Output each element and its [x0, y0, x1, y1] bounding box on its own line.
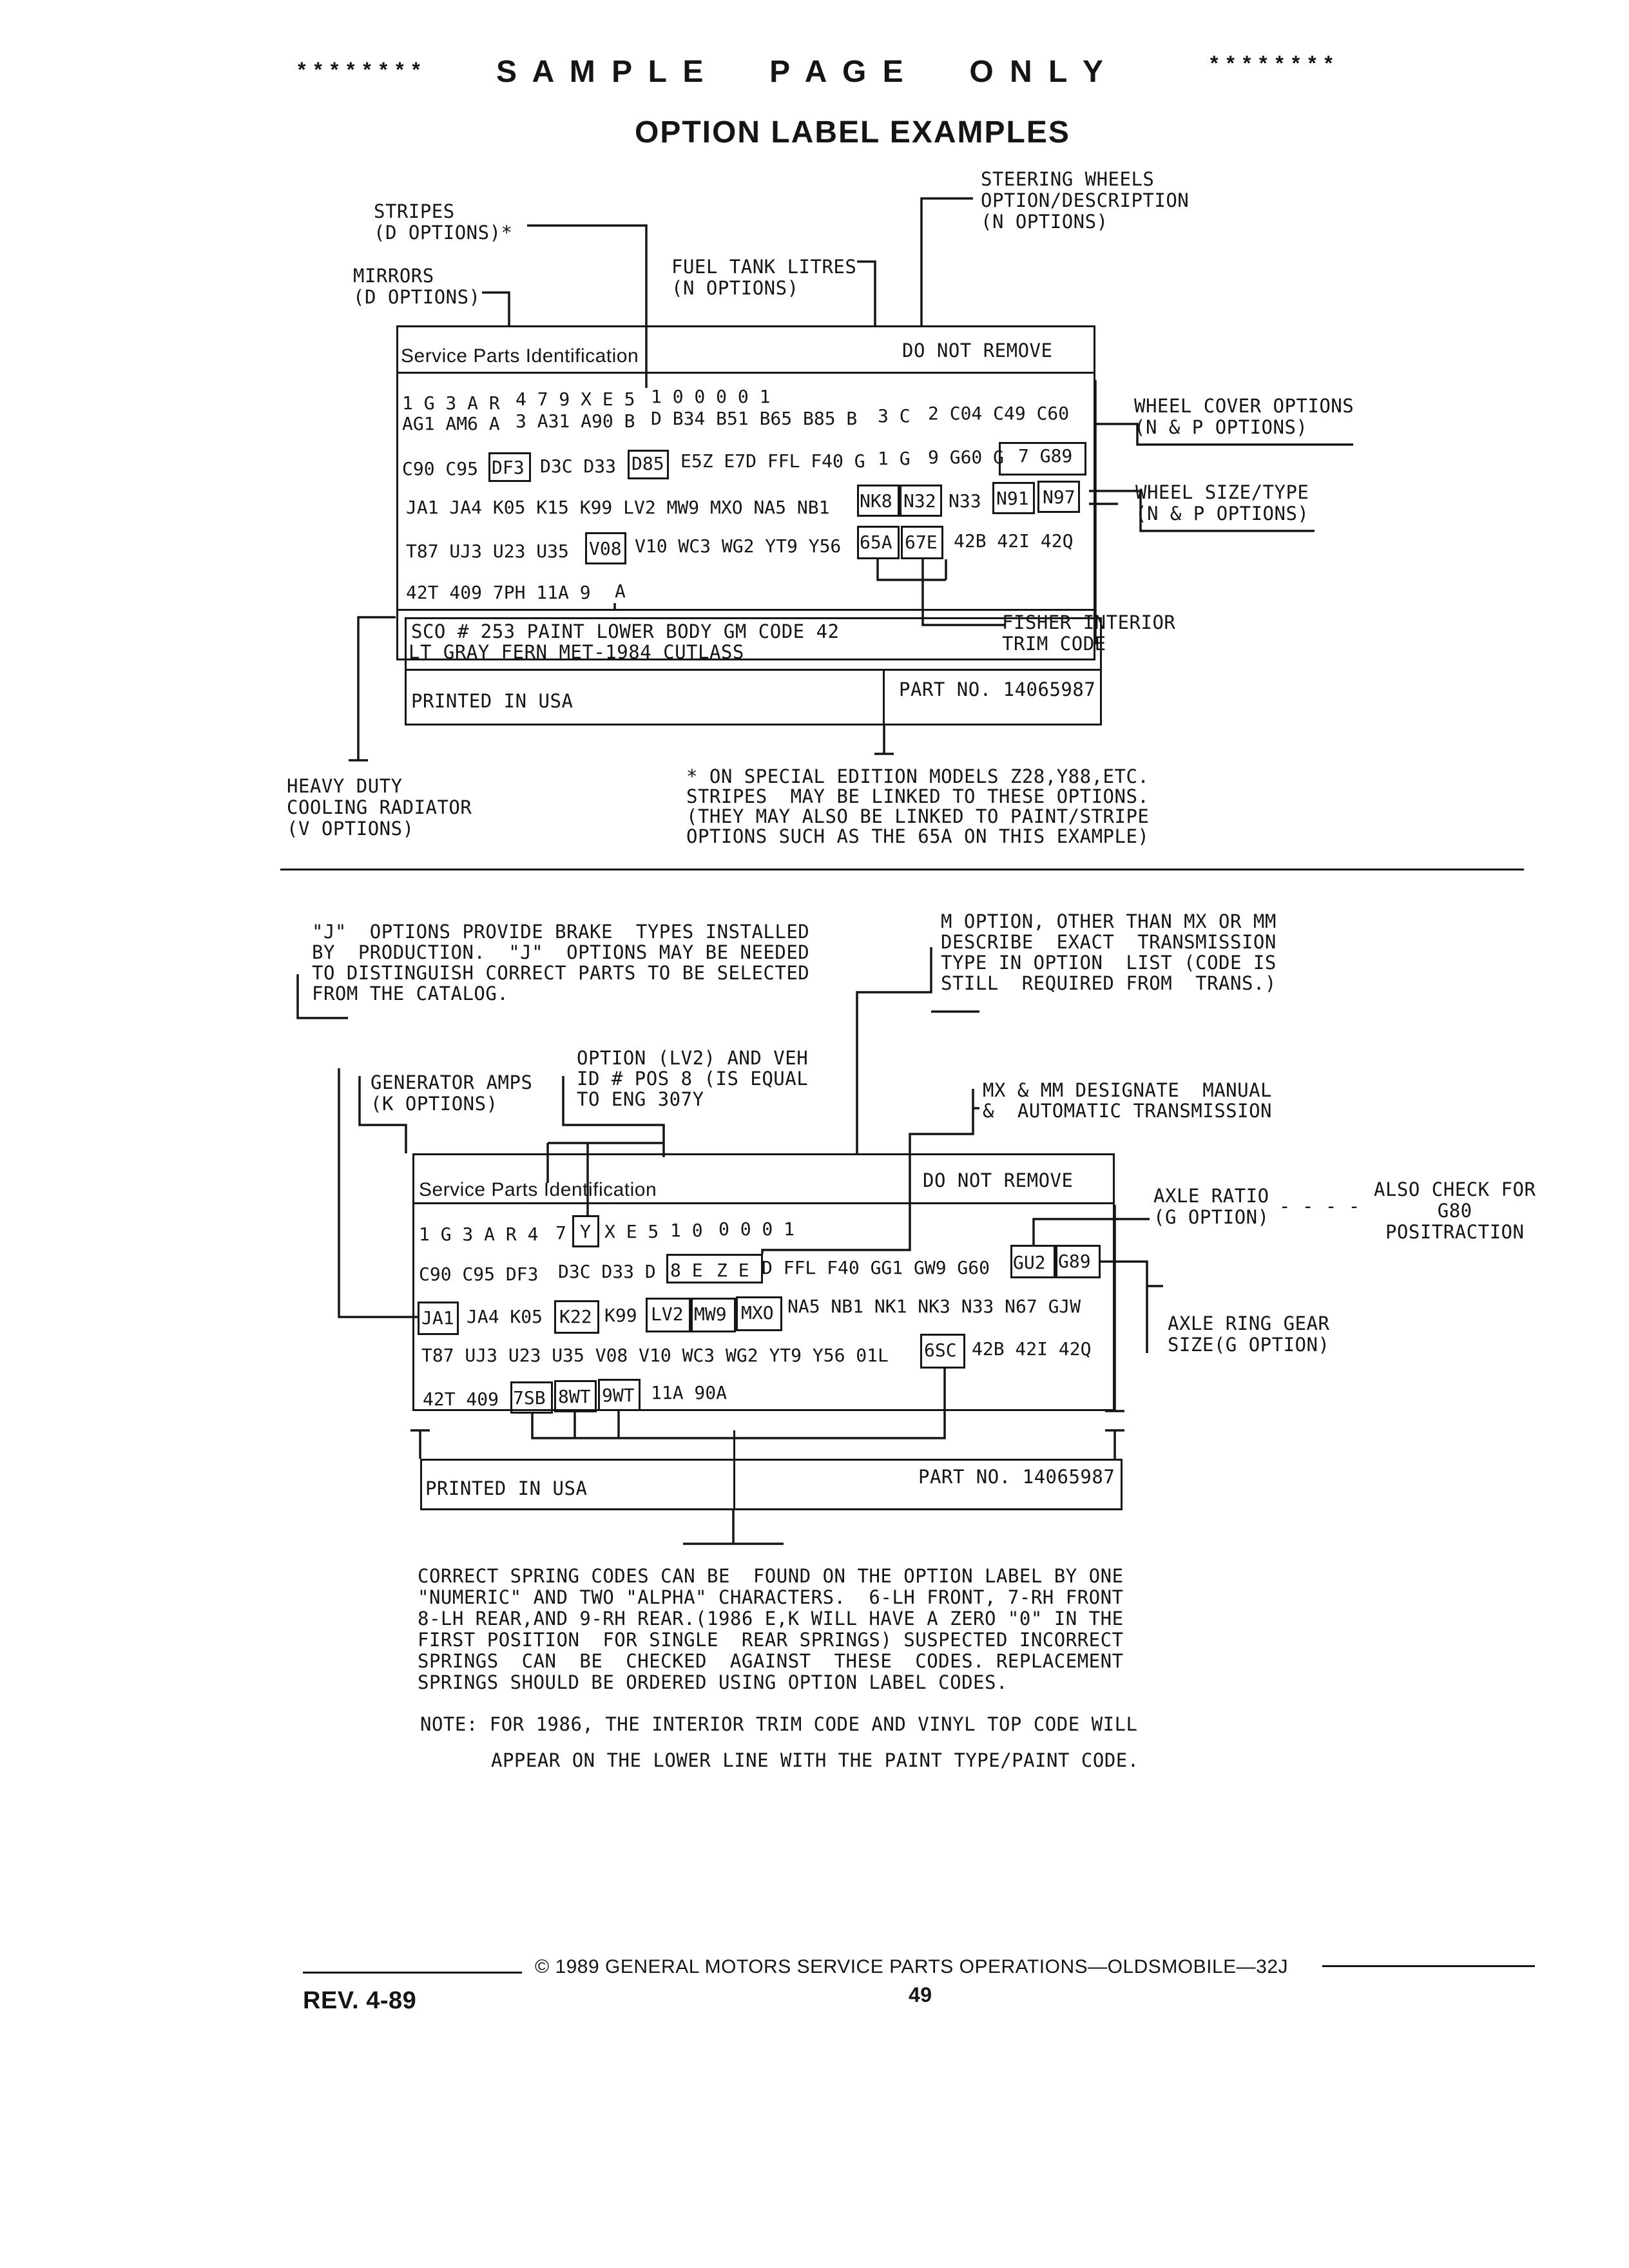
l1-r2-c5: 2 C04 C49 C60: [928, 403, 1070, 424]
leader-lv2: [563, 1076, 664, 1157]
leader-steering: [921, 198, 973, 325]
callout-j-options: "J" OPTIONS PROVIDE BRAKE TYPES INSTALLED BY PRODUCTION. "J" OPTIONS MAY BE NEEDED TO DISTINGUISH CORRECT PARTS TO BE SELECTED FROM THE CATALOG.: [312, 921, 810, 1004]
callout-generator: GENERATOR AMPS (K OPTIONS): [371, 1072, 533, 1115]
l2-r3-c7: MXO: [741, 1302, 774, 1323]
l1-r3-c2: DF3: [492, 457, 525, 478]
callout-wheel-cover: WHEEL COVER OPTIONS (N & P OPTIONS): [1134, 395, 1354, 438]
label1-printed: PRINTED IN USA: [411, 690, 574, 712]
l1-r4-c1: JA1 JA4 K05 K15 K99 LV2 MW9 MXO NA5 NB1: [406, 497, 830, 518]
callout-axle-ratio: AXLE RATIO (G OPTION): [1153, 1185, 1269, 1228]
l2-r2-c2: D3C D33 D: [558, 1261, 656, 1282]
page-number: 49: [909, 1983, 932, 2006]
l1-r1-c2: 4 7 9 X E 5: [516, 389, 635, 410]
copyright: © 1989 GENERAL MOTORS SERVICE PARTS OPERATIONS—OLDSMOBILE—32J: [535, 1956, 1289, 1977]
l2-r2-c6: GU2: [1013, 1252, 1046, 1273]
callout-fisher-trim: FISHER INTERIOR TRIM CODE: [1002, 611, 1176, 655]
label1-paint-line2: LT GRAY FERN MET-1984 CUTLASS: [409, 641, 744, 663]
leader-axle-ratio: [1034, 1219, 1150, 1245]
l1-r5-c4: 65A: [860, 532, 892, 553]
l2-r4-c3: 42B 42I 42Q: [972, 1338, 1092, 1360]
l1-r4-c5: N91: [996, 488, 1029, 509]
label2-header-right: DO NOT REMOVE: [923, 1169, 1074, 1191]
l2-r2-c7: G89: [1058, 1251, 1091, 1272]
l1-r1-c3: 1 0 0 0 0 1: [651, 386, 771, 407]
label2-header-left: Service Parts Identification: [419, 1179, 657, 1200]
l1-r4-c6: N97: [1043, 486, 1075, 508]
l1-r6-c2: A: [615, 581, 626, 602]
leader-mirrors: [482, 293, 509, 325]
l2-r1-c4: X E 5: [604, 1221, 659, 1242]
leader-m-option: [857, 947, 931, 1153]
l1-r4-c2: NK8: [860, 490, 892, 512]
leader-stripes: [527, 226, 646, 388]
leader-radiator: [358, 617, 396, 760]
banner-stars-left: * * * * * * * *: [298, 58, 421, 81]
l2-r3-c6: MW9: [694, 1303, 727, 1325]
l2-r3-c1: JA1: [421, 1307, 454, 1329]
label2-part-no: PART NO. 14065987: [918, 1466, 1115, 1488]
label1-footnote: * ON SPECIAL EDITION MODELS Z28,Y88,ETC. STRIPES MAY BE LINKED TO THESE OPTIONS. (THEY MAY ALSO BE LINKED TO PAINT/STRIPE OPTIONS SUCH AS THE 65A ON THIS EXAMPLE): [686, 765, 1150, 847]
note-line-2: APPEAR ON THE LOWER LINE WITH THE PAINT TYPE/PAINT CODE.: [491, 1749, 1139, 1771]
leader-j-options: [298, 974, 348, 1018]
label1-header-left: Service Parts Identification: [401, 345, 639, 367]
l2-r4-c1: T87 UJ3 U23 U35 V08 V10 WC3 WG2 YT9 Y56 01L: [421, 1345, 889, 1366]
springs-note: CORRECT SPRING CODES CAN BE FOUND ON THE OPTION LABEL BY ONE "NUMERIC" AND TWO "ALPHA" CHARACTERS. 6-LH FRONT, 7-RH FRONT 8-LH REAR,AND 9-RH REAR.(1986 E,K WILL HAVE A ZERO "0" IN THE FIRST POSITION FOR SINGLE REAR SPRINGS) SUSPECTED INCORRECT SPRINGS CAN BE CHECKED AGAINST THESE CODES. REPLACEMENT SPRINGS SHOULD BE ORDERED USING OPTION LABEL CODES.: [418, 1565, 1124, 1693]
l2-r5-c3: 8WT: [558, 1386, 591, 1407]
leader-fuel-tank: [857, 262, 875, 325]
l1-r5-c1: T87 UJ3 U23 U35: [406, 541, 569, 562]
l1-r4-c3: N32: [903, 490, 936, 512]
l1-r4-c4: N33: [949, 490, 981, 512]
l1-r2-c1: AG1 AM6 A: [402, 413, 500, 434]
callout-lv2: OPTION (LV2) AND VEH ID # POS 8 (IS EQUAL TO ENG 307Y: [577, 1047, 809, 1110]
leader-generator: [360, 1076, 406, 1153]
l2-r3-c3: K22: [559, 1306, 592, 1327]
l1-r5-c2: V08: [589, 538, 622, 559]
leader-mx-mm: [762, 1089, 973, 1254]
label1-part-no: PART NO. 14065987: [899, 678, 1096, 700]
l2-r3-c2: JA4 K05: [467, 1306, 543, 1327]
callout-steering-wheels: STEERING WHEELS OPTION/DESCRIPTION (N OPTIONS): [981, 168, 1190, 233]
callout-m-option: M OPTION, OTHER THAN MX OR MM DESCRIBE EXACT TRANSMISSION TYPE IN OPTION LIST (CODE IS STILL REQUIRED FROM TRANS.): [941, 910, 1277, 994]
label1-paint-line1: SCO # 253 PAINT LOWER BODY GM CODE 42: [411, 620, 840, 642]
l1-r3-c1: C90 C95: [402, 458, 479, 479]
l2-r5-c2: 7SB: [513, 1387, 546, 1408]
l1-r5-c6: 42B 42I 42Q: [954, 530, 1074, 552]
callout-mirrors: MIRRORS (D OPTIONS): [353, 265, 481, 308]
callout-fuel-tank: FUEL TANK LITRES (N OPTIONS): [671, 256, 857, 299]
l1-r5-c3: V10 WC3 WG2 YT9 Y56: [635, 535, 842, 557]
dash-axle-ratio: - - - -: [1279, 1195, 1360, 1217]
l1-r3-c5: E5Z E7D FFL F40 G: [680, 450, 865, 472]
banner-stars-right: * * * * * * * *: [1210, 52, 1334, 75]
leader-fisher: [923, 559, 1005, 625]
l1-r1-c1: 1 G 3 A R: [402, 392, 500, 414]
leader-wheel-cover: [1095, 424, 1353, 445]
l1-r3-c6: 1 G: [878, 448, 911, 469]
callout-radiator: HEAVY DUTY COOLING RADIATOR (V OPTIONS): [287, 775, 472, 840]
leader-wheel-size: [1089, 491, 1315, 531]
l1-r3-c3: D3C D33: [540, 456, 617, 477]
callout-also-check: ALSO CHECK FOR G80 POSITRACTION: [1374, 1178, 1536, 1243]
page-title: OPTION LABEL EXAMPLES: [635, 115, 1070, 149]
leader-j-to-ja1: [339, 1068, 418, 1317]
l2-r1-c3: Y: [580, 1221, 591, 1242]
l1-r5-c5: 67E: [905, 532, 938, 553]
l2-r3-c4: K99: [604, 1305, 637, 1326]
l2-r2-c3: 8 E: [670, 1260, 703, 1281]
note-line-1: NOTE: FOR 1986, THE INTERIOR TRIM CODE AND VINYL TOP CODE WILL: [420, 1713, 1138, 1735]
l2-r1-c1: 1 G 3 A R 4: [419, 1224, 539, 1245]
l1-r2-c2: 3 A31 A90 B: [516, 410, 635, 432]
l1-r3-c7: 9 G60 G: [928, 447, 1005, 468]
l2-r3-c5: LV2: [651, 1303, 684, 1325]
leader-springs: [532, 1369, 945, 1438]
l2-r1-c2: 7: [555, 1222, 566, 1244]
l2-r5-c4: 9WT: [602, 1385, 635, 1406]
callout-axle-ring: AXLE RING GEAR SIZE(G OPTION): [1168, 1312, 1330, 1356]
l1-r3-c8: 7 G89: [1018, 445, 1073, 466]
revision: REV. 4-89: [303, 1987, 417, 2014]
callout-mx-mm: MX & MM DESIGNATE MANUAL & AUTOMATIC TRANSMISSION: [983, 1079, 1272, 1122]
label1-header-right: DO NOT REMOVE: [902, 340, 1053, 361]
leader-fisher-3: [878, 559, 946, 580]
sample-banner: S A M P L E P A G E O N L Y: [496, 55, 1107, 89]
l2-r4-c2: 6SC: [924, 1340, 957, 1361]
l2-r2-c4: Z E: [717, 1260, 749, 1281]
l1-r6-c1: 42T 409 7PH 11A 9: [406, 582, 591, 603]
l2-r3-c8: NA5 NB1 NK1 NK3 N33 N67 GJW: [787, 1296, 1081, 1317]
label2-printed: PRINTED IN USA: [425, 1477, 588, 1499]
l1-r2-c4: 3 C: [878, 405, 911, 427]
l1-r3-c4: D85: [631, 453, 664, 474]
l2-r2-c1: C90 C95 DF3: [419, 1264, 539, 1285]
leader-axle-ring: [1101, 1262, 1147, 1353]
l1-r2-c3: D B34 B51 B65 B85 B: [651, 408, 858, 429]
callout-wheel-size: WHEEL SIZE/TYPE (N & P OPTIONS): [1135, 481, 1309, 524]
l2-r1-c5: 1 0: [670, 1220, 703, 1241]
callout-stripes: STRIPES (D OPTIONS)*: [374, 200, 513, 244]
l2-r5-c1: 42T 409: [423, 1389, 499, 1410]
l2-r5-c5: 11A 90A: [651, 1382, 728, 1403]
l2-r2-c5: D FFL F40 GG1 GW9 G60: [762, 1257, 990, 1278]
l2-r1-c6: 0 0 0 1: [718, 1218, 795, 1240]
